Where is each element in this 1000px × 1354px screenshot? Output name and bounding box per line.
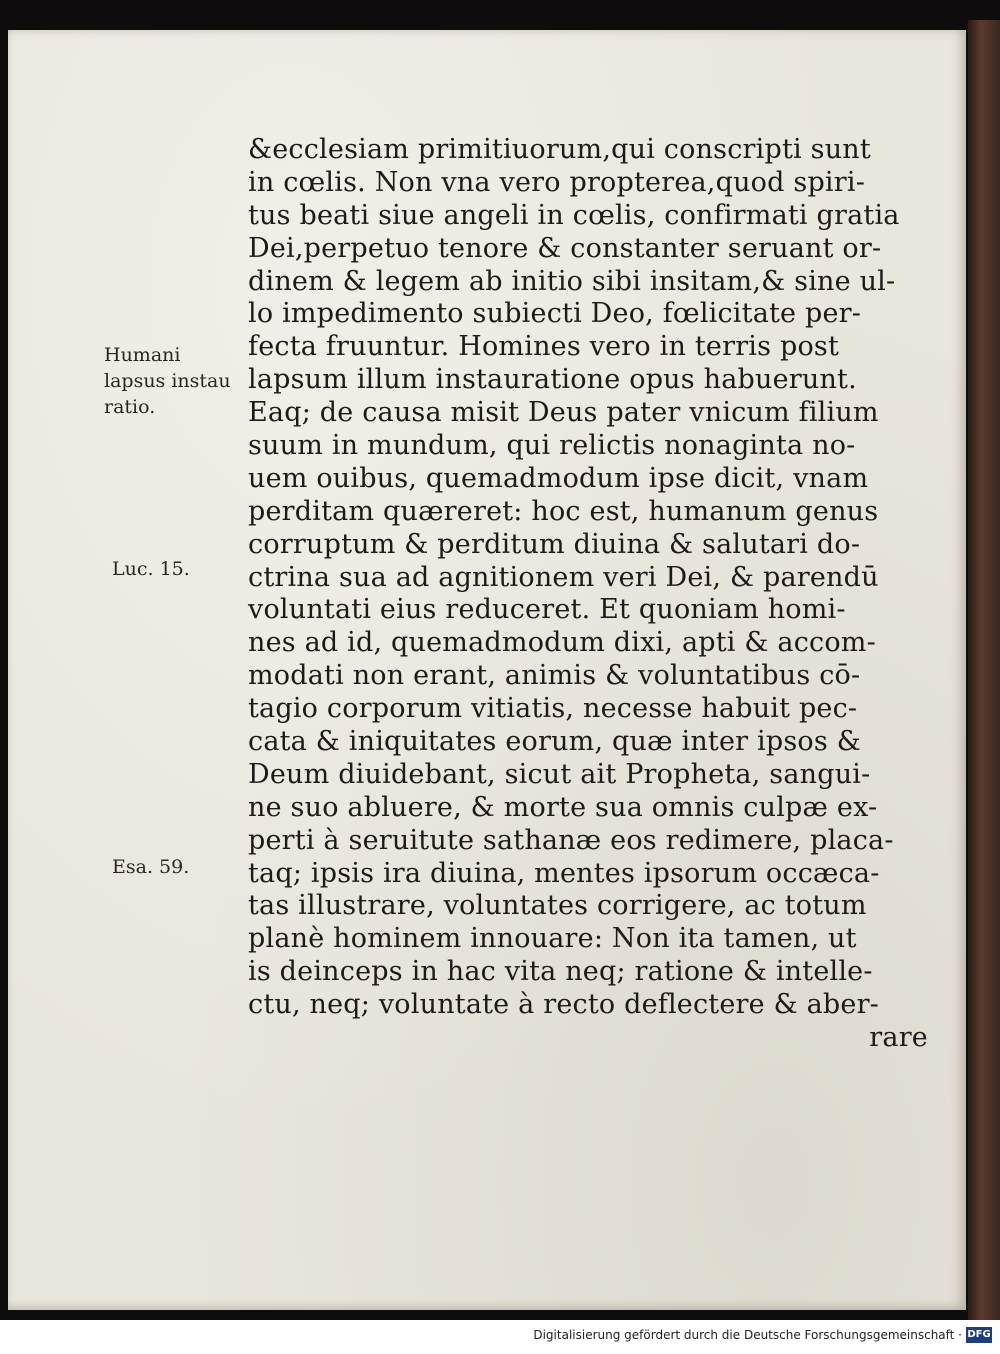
catchword: rare [869, 1022, 928, 1054]
marginal-line: Luc. 15. [112, 558, 190, 580]
text-line: tagio corporum vitiatis, necesse habuit pec- [248, 693, 858, 725]
marginal-line: lapsus instau [104, 370, 231, 392]
text-line: tas illustrare, voluntates corrigere, ac totum [248, 890, 867, 922]
text-line: tus beati siue angeli in cœlis, confirmati gratia [248, 199, 900, 231]
marginal-line: Esa. 59. [112, 856, 190, 878]
text-line: ctu, neq; voluntate à recto deflectere & aber- [248, 989, 880, 1021]
text-line: lo impedimento subiecti Deo, fœlicitate per- [248, 298, 862, 330]
book-page [8, 30, 966, 1310]
text-line: lapsum illum instauratione opus habuerunt. [248, 364, 857, 396]
text-line: perditam quæreret: hoc est, humanum genus [248, 495, 879, 527]
text-line: fecta fruuntur. Homines vero in terris post [248, 331, 840, 363]
footer-bar [0, 1320, 1000, 1354]
marginal-line: ratio. [104, 396, 156, 418]
text-line: perti à seruitute sathanæ eos redimere, placa- [248, 824, 894, 856]
book-edge [968, 20, 1000, 1320]
text-line: Eaq; de causa misit Deus pater vnicum filium [248, 397, 879, 429]
text-line: taq; ipsis ira diuina, mentes ipsorum occæca- [248, 857, 880, 889]
text-line: planè hominem innouare: Non ita tamen, ut [248, 923, 857, 955]
text-line: corruptum & perditum diuina & salutari do- [248, 528, 861, 560]
text-line: cata & iniquitates eorum, quæ inter ipsos & [248, 726, 861, 758]
text-line: Dei,perpetuo tenore & constanter seruant or- [248, 232, 882, 264]
marginal-note-luc [112, 556, 257, 582]
text-line: dinem & legem ab initio sibi insitam,& sine ul- [248, 265, 896, 297]
text-line: in cœlis. Non vna vero propterea,quod spiri- [248, 166, 866, 198]
marginal-line: Humani [104, 344, 181, 366]
text-line: voluntati eius reduceret. Et quoniam homi- [248, 594, 846, 626]
text-line: Deum diuidebant, sicut ait Propheta, sangui- [248, 758, 871, 790]
dfg-logo-badge: DFG [966, 1327, 992, 1343]
body-text [248, 134, 928, 1055]
marginal-note-humani-lapsus [104, 342, 249, 420]
text-line: nes ad id, quemadmodum dixi, apti & accom- [248, 627, 876, 659]
text-line: modati non erant, animis & voluntatibus cō- [248, 660, 861, 692]
text-line: suum in mundum, qui relictis nonaginta no- [248, 430, 856, 462]
text-line: uem ouibus, quemadmodum ipse dicit, vnam [248, 462, 869, 494]
text-line: ctrina sua ad agnitionem veri Dei, & parendū [248, 561, 879, 593]
funding-credit: Digitalisierung gefördert durch die Deutsche Forschungsgemeinschaft · [533, 1328, 962, 1342]
text-line: &ecclesiam primitiuorum,qui conscripti sunt [248, 134, 871, 165]
marginal-note-esa [112, 854, 257, 880]
text-line: is deinceps in hac vita neq; ratione & intelle- [248, 956, 873, 988]
text-line: ne suo abluere, & morte sua omnis culpæ ex- [248, 791, 878, 823]
